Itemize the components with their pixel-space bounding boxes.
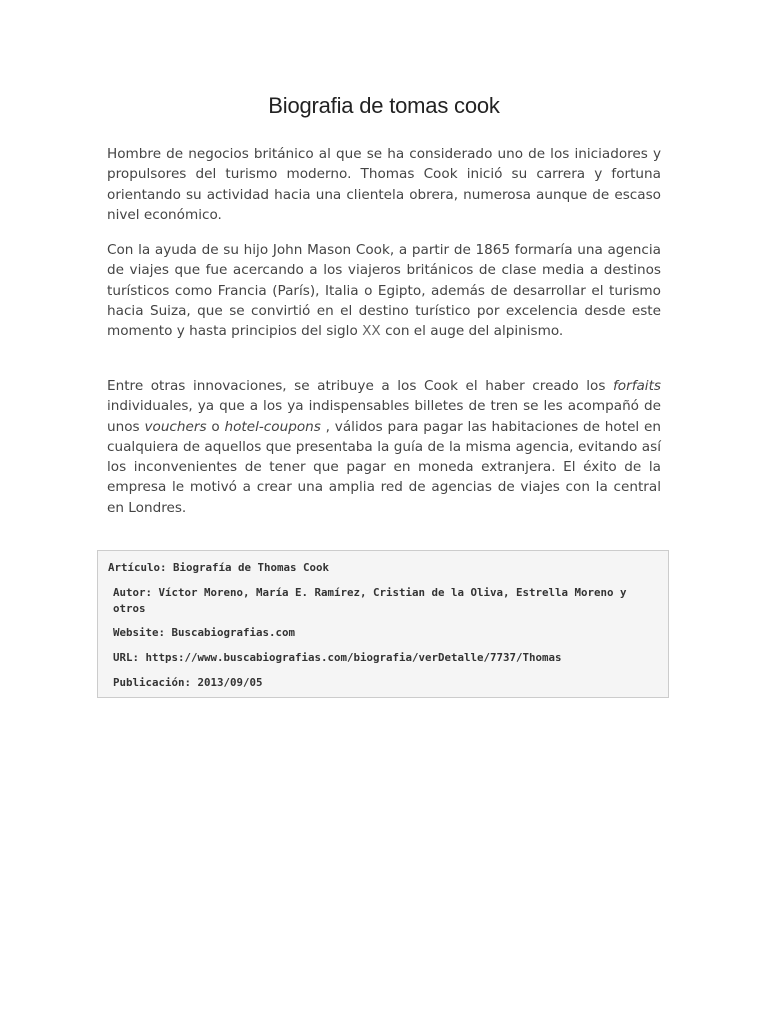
citation-website-label: Website:: [113, 626, 166, 639]
citation-author: [113, 585, 658, 617]
forfaits-term: forfaits: [613, 378, 661, 394]
paragraph-innovations: [107, 376, 661, 518]
citation-website: [113, 625, 658, 641]
citation-article-value: Biografía de Thomas Cook: [173, 561, 330, 574]
paragraph-agency: [107, 240, 661, 341]
citation-box: [97, 550, 669, 698]
paragraph-innovations-part1: Entre otras innovaciones, se atribuye a los Cook el haber creado los: [107, 378, 613, 394]
citation-publication-value: 2013/09/05: [197, 676, 263, 689]
citation-website-value: Buscabiografias.com: [171, 626, 296, 639]
citation-article: [108, 560, 658, 576]
paragraph-innovations-part3: o: [206, 418, 225, 435]
paragraph-agency-text-start: Con la ayuda de su hijo John Mason Cook, a partir de 1865 formaría una agencia de viajes que fue acercando a los viajeros británicos de clase media a destinos turísticos como Francia (París), Italia o Egipto, además de desarrollar el turismo hacia Suiza, que se convirtió en el destino turístico por excelencia desde este momento y hasta principios del siglo: [107, 242, 661, 340]
citation-url-value: https://www.buscabiografias.com/biografia/verDetalle/7737/Thomas: [145, 651, 562, 664]
citation-author-value: Víctor Moreno, María E. Ramírez, Cristian de la Oliva, Estrella Moreno y otros: [113, 586, 627, 615]
citation-url-label: URL:: [113, 651, 140, 664]
paragraph-agency-text-end: con el auge del alpinismo.: [380, 323, 564, 340]
paragraph-innovations-part4: , válidos para pagar las habitaciones de hotel en cualquiera de aquellos que presentaba la guía de la misma agencia, evitando así los inconvenientes de tener que pagar en moneda extranjera. El éxito de la empresa le motivó a crear una amplia red de agencias de viajes con la central en Londres.: [107, 418, 661, 516]
century-text: XX: [362, 323, 381, 340]
citation-article-label: Artículo:: [108, 561, 167, 574]
page-title: Biografia de tomas cook: [268, 93, 500, 118]
citation-publication-label: Publicación:: [113, 676, 192, 689]
citation-publication: [113, 675, 658, 691]
paragraph-intro: Hombre de negocios británico al que se ha considerado uno de los iniciadores y propulsores del turismo moderno. Thomas Cook inició su carrera y fortuna orientando su actividad hacia una clientela obrera, numerosa aunque de escaso nivel económico.: [107, 146, 661, 223]
hotel-coupons-term: hotel-coupons: [224, 418, 321, 435]
vouchers-term: vouchers: [144, 418, 207, 435]
citation-author-label: Autor:: [113, 586, 153, 599]
paragraph-innovations-part2: individuales, ya que a los ya indispensables billetes de tren se les acompañó de unos: [107, 398, 661, 435]
citation-url: [113, 650, 658, 666]
